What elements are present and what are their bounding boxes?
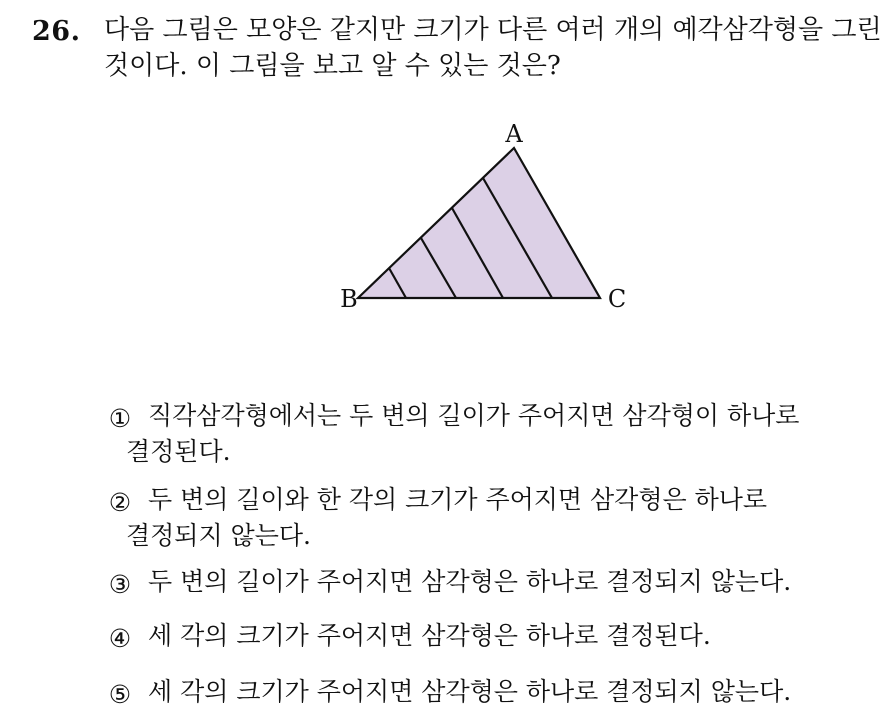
choice-text <box>126 398 800 470</box>
choice-marker: ① <box>108 404 132 433</box>
choice-marker: ③ <box>108 570 132 599</box>
choice-text <box>148 618 711 654</box>
choice-text <box>126 482 768 554</box>
choice-text-line: 세 각의 크기가 주어지면 삼각형은 하나로 결정된다. <box>148 621 711 650</box>
question-text-line: 것이다. 이 그림을 보고 알 수 있는 것은? <box>104 51 561 81</box>
choice-text <box>148 564 791 600</box>
vertex-label-c: C <box>607 285 627 313</box>
vertex-label-a: A <box>505 120 523 148</box>
triangle-diagram <box>330 118 640 318</box>
choice-text-line: 두 변의 길이가 주어지면 삼각형은 하나로 결정되지 않는다. <box>148 567 792 596</box>
choice-marker: ④ <box>108 624 132 653</box>
choice-marker: ⑤ <box>108 680 132 709</box>
question-text-line: 다음 그림은 모양은 같지만 크기가 다른 여러 개의 예각삼각형을 그린 <box>104 15 882 45</box>
choice-marker: ② <box>108 488 132 517</box>
choice-text-line: 결정된다. <box>126 437 231 466</box>
question-text <box>104 12 884 84</box>
choice-text-line: 두 변의 길이와 한 각의 크기가 주어지면 삼각형은 하나로 <box>148 485 768 514</box>
vertex-label-b: B <box>340 285 358 313</box>
choice-text <box>148 674 791 710</box>
question-number: 26. <box>32 16 81 47</box>
choice-text-line: 세 각의 크기가 주어지면 삼각형은 하나로 결정되지 않는다. <box>148 677 792 706</box>
choice-text-line: 직각삼각형에서는 두 변의 길이가 주어지면 삼각형이 하나로 <box>148 401 800 430</box>
triangle-figure <box>330 118 640 318</box>
choice-text-line: 결정되지 않는다. <box>126 521 311 550</box>
